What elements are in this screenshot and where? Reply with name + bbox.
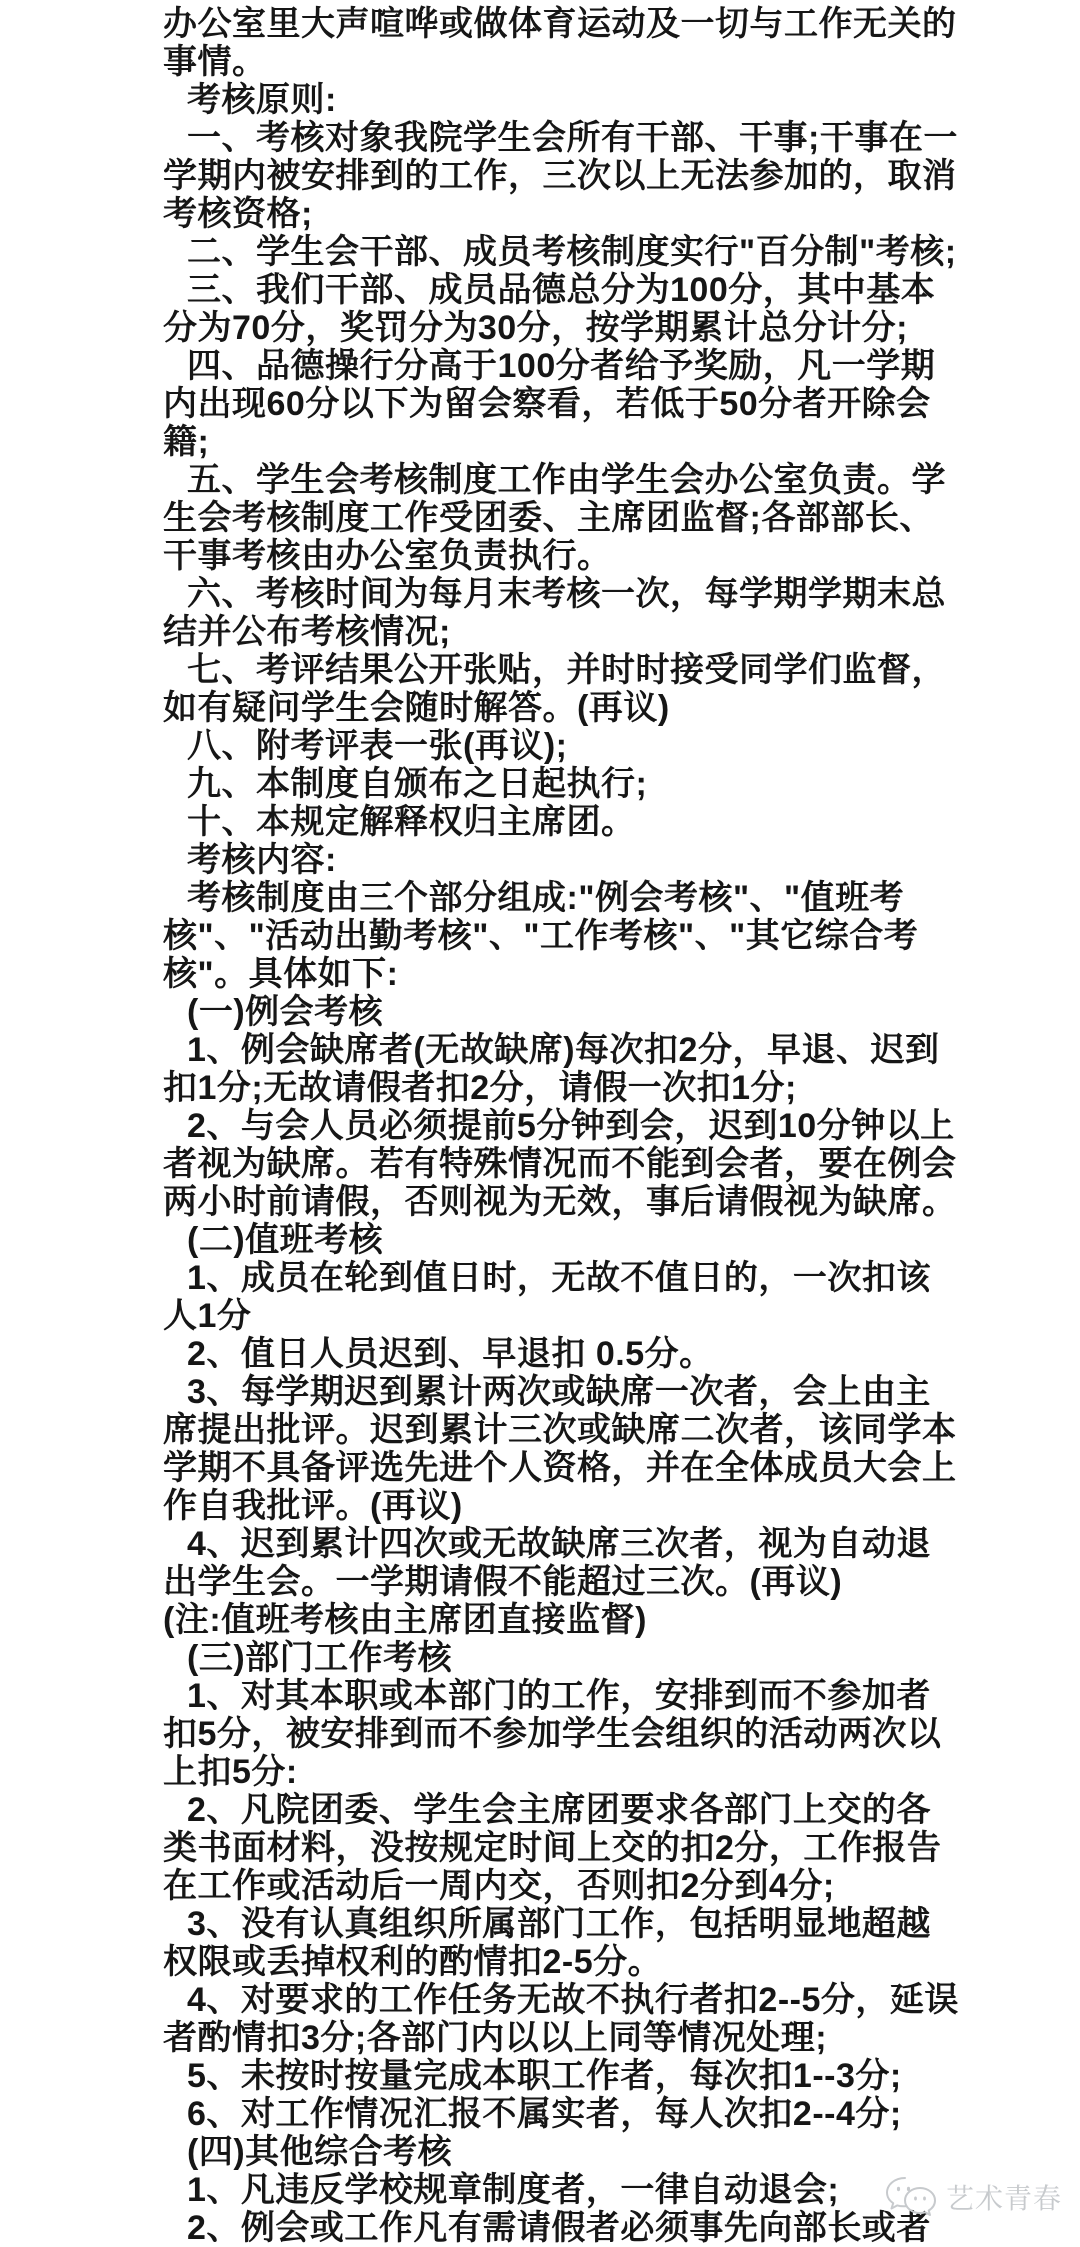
text-line: 八、附考评表一张(再议); [187,727,568,765]
text-line: 1、例会缺席者(无故缺席)每次扣2分，早退、迟到 [187,1031,940,1069]
text-line: 4、对要求的工作任务无故不执行者扣2--5分，延误 [187,1981,959,2019]
text-line: 考核原则: [187,81,337,119]
text-line: 出学生会。一学期请假不能超过三次。(再议) [163,1563,843,1601]
article-text [163,5,1023,2247]
text-line: 1、凡违反学校规章制度者，一律自动退会; [187,2171,840,2209]
text-line: 六、考核时间为每月末考核一次，每学期学期末总 [187,575,946,613]
wechat-logo-icon [884,2174,938,2220]
text-line: 分为70分，奖罚分为30分，按学期累计总分计分; [163,309,908,347]
text-line: 十、本规定解释权归主席团。 [187,803,636,841]
text-line: 者酌情扣3分;各部门内以以上同等情况处理; [163,2019,828,2057]
text-line: 5、未按时按量完成本职工作者，每次扣1--3分; [187,2057,902,2095]
text-line: (三)部门工作考核 [187,1639,453,1677]
text-line: 核"、"活动出勤考核"、"工作考核"、"其它综合考 [163,917,919,955]
text-line: 2、值日人员迟到、早退扣 0.5分。 [187,1335,714,1373]
text-line: 二、学生会干部、成员考核制度实行"百分制"考核; [187,233,957,271]
text-line: 考核制度由三个部分组成:"例会考核"、"值班考 [187,879,905,917]
text-line: 2、凡院团委、学生会主席团要求各部门上交的各 [187,1791,931,1829]
text-line: (四)其他综合考核 [187,2133,453,2171]
text-line: 五、学生会考核制度工作由学生会办公室负责。学 [187,461,946,499]
text-line: 两小时前请假，否则视为无效，事后请假视为缺席。 [163,1183,957,1221]
text-line: 内出现60分以下为留会察看，若低于50分者开除会 [163,385,931,423]
text-line: 扣5分，被安排到而不参加学生会组织的活动两次以 [163,1715,942,1753]
text-line: 干事考核由办公室负责执行。 [163,537,612,575]
text-line: 6、对工作情况汇报不属实者，每人次扣2--4分; [187,2095,902,2133]
watermark-label: 艺术青春 [946,2183,1063,2214]
text-line: 2、与会人员必须提前5分钟到会，迟到10分钟以上 [187,1107,955,1145]
text-line: 1、成员在轮到值日时，无故不值日的，一次扣该 [187,1259,931,1297]
text-line: 考核内容: [187,841,337,879]
text-line: 核"。具体如下: [163,955,399,993]
text-line: 作自我批评。(再议) [163,1487,463,1525]
watermark [884,2174,1062,2220]
text-line: 办公室里大声喧哗或做体育运动及一切与工作无关的 [163,5,957,43]
text-line: 学期不具备评选先进个人资格，并在全体成员大会上 [163,1449,957,1487]
text-line: 生会考核制度工作受团委、主席团监督;各部部长、 [163,499,934,537]
text-line: 2、例会或工作凡有需请假者必须事先向部长或者 [187,2209,931,2247]
text-line: (一)例会考核 [187,993,384,1031]
text-line: 籍; [163,423,210,461]
text-line: 席提出批评。迟到累计三次或缺席二次者，该同学本 [163,1411,957,1449]
text-line: 九、本制度自颁布之日起执行; [187,765,648,803]
text-line: 上扣5分: [163,1753,298,1791]
text-line: 结并公布考核情况; [163,613,451,651]
text-line: 权限或丢掉权利的酌情扣2-5分。 [163,1943,663,1981]
text-line: 学期内被安排到的工作，三次以上无法参加的，取消 [163,157,957,195]
text-line: 4、迟到累计四次或无故缺席三次者，视为自动退 [187,1525,931,1563]
text-line: 在工作或活动后一周内交，否则扣2分到4分; [163,1867,835,1905]
text-line: 人1分 [163,1297,252,1335]
text-line: 四、品德操行分高于100分者给予奖励，凡一学期 [187,347,936,385]
text-line: 扣1分;无故请假者扣2分，请假一次扣1分; [163,1069,797,1107]
text-line: 三、我们干部、成员品德总分为100分，其中基本 [187,271,936,309]
text-line: 类书面材料，没按规定时间上交的扣2分，工作报告 [163,1829,942,1867]
text-line: 事情。 [163,43,267,81]
text-line: 者视为缺席。若有特殊情况而不能到会者，要在例会 [163,1145,957,1183]
text-line: 3、没有认真组织所属部门工作，包括明显地超越 [187,1905,931,1943]
text-line: 3、每学期迟到累计两次或缺席一次者，会上由主 [187,1373,931,1411]
text-line: 考核资格; [163,195,313,233]
text-line: 一、考核对象我院学生会所有干部、干事;干事在一 [187,119,958,157]
text-line: (注:值班考核由主席团直接监督) [163,1601,647,1639]
text-line: (二)值班考核 [187,1221,384,1259]
text-line: 1、对其本职或本部门的工作，安排到而不参加者 [187,1677,931,1715]
text-line: 如有疑问学生会随时解答。(再议) [163,689,670,727]
text-line: 七、考评结果公开张贴，并时时接受同学们监督， [187,651,946,689]
